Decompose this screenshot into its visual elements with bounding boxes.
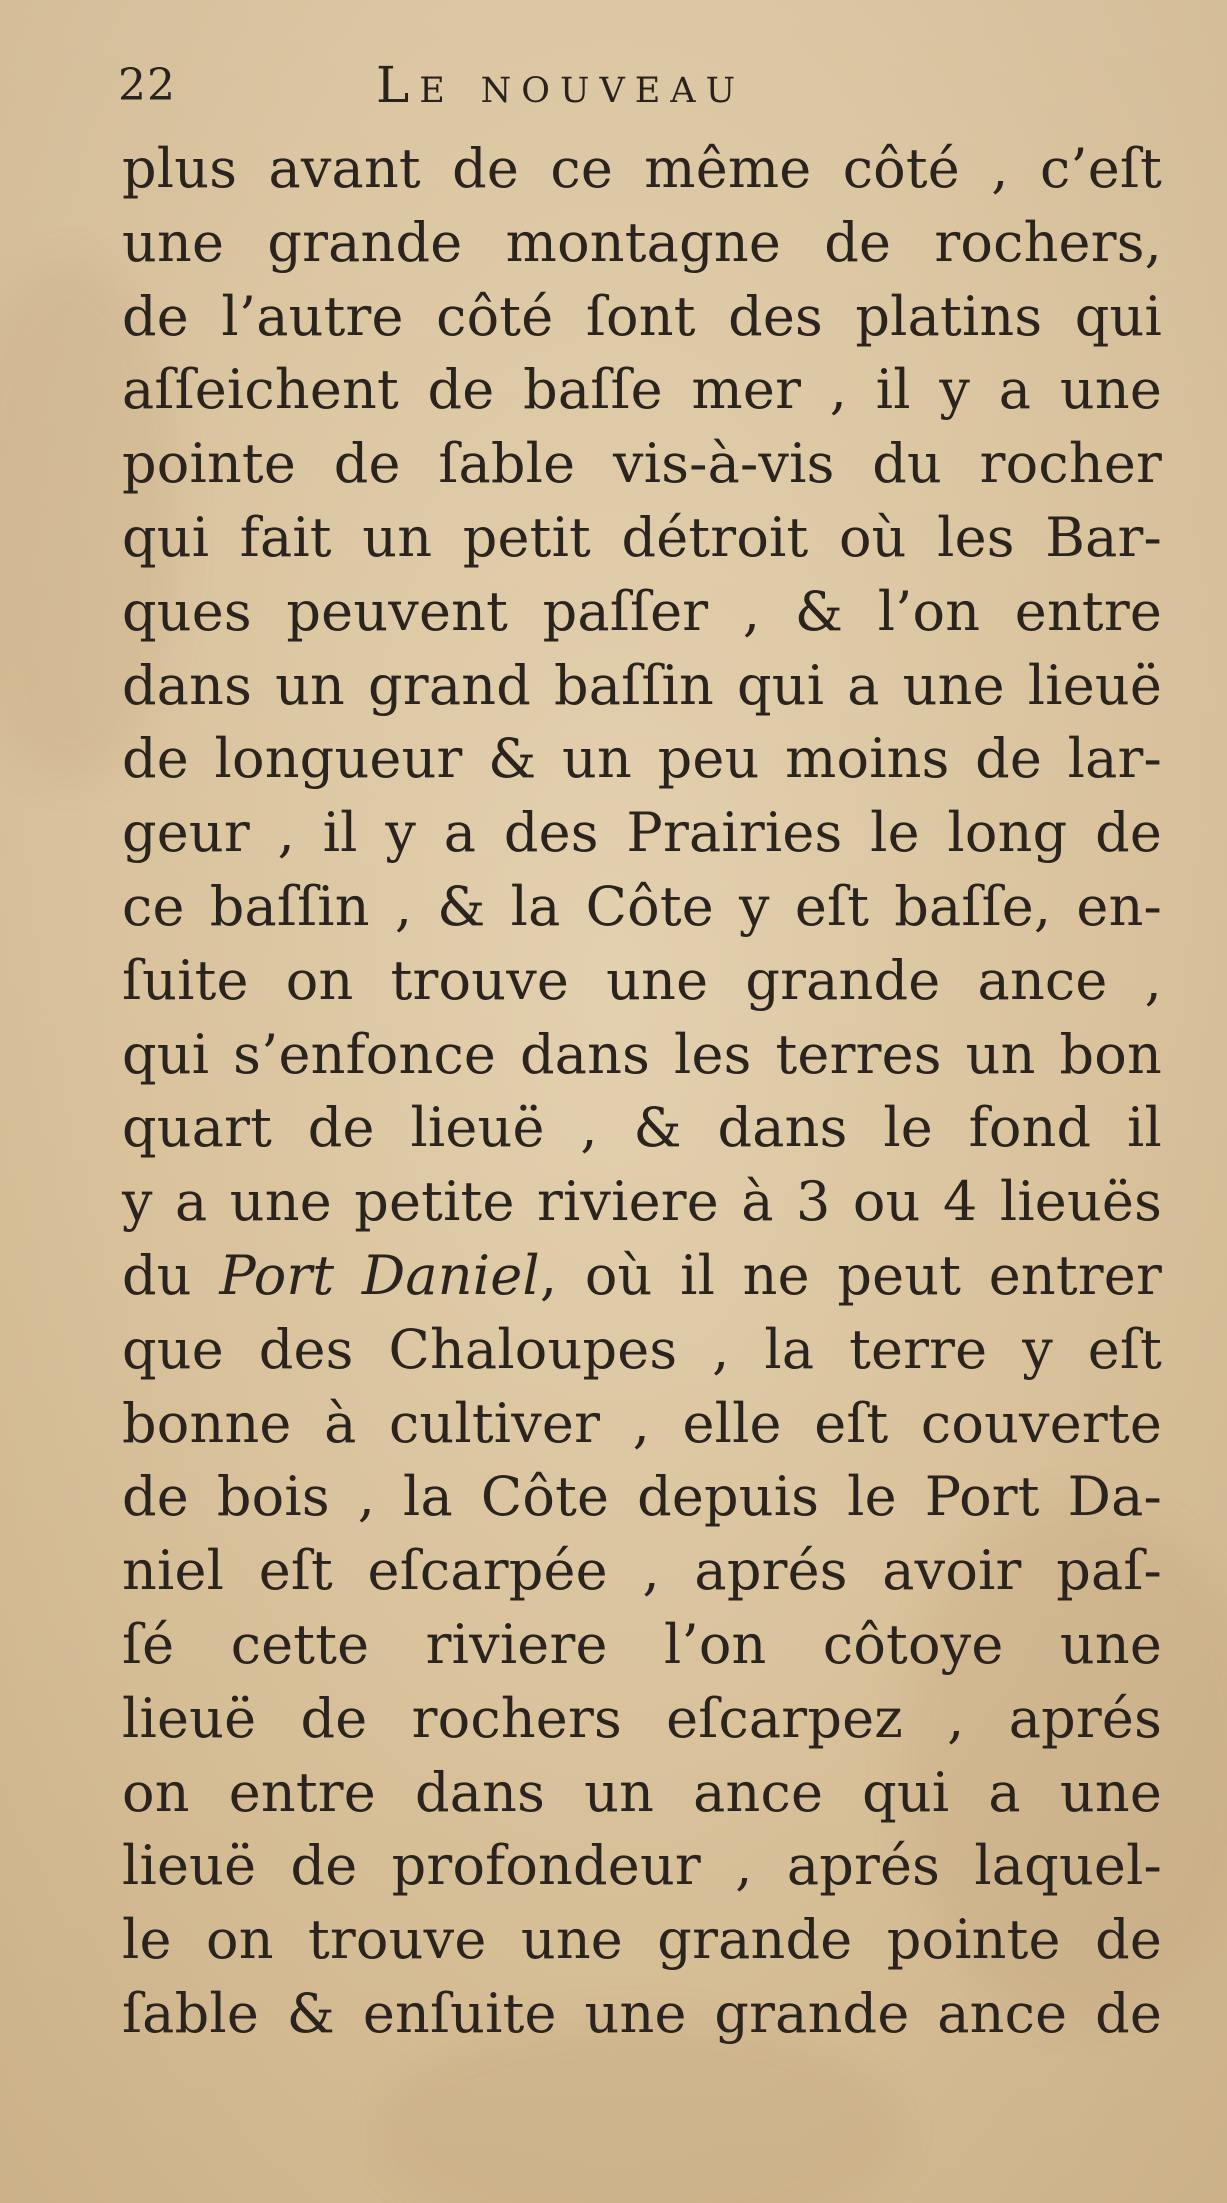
text-line: aſſeichent de baſſe mer , il y a une: [122, 358, 1162, 422]
text-line: geur , il y a des Prairies le long de: [122, 801, 1162, 865]
text-line: que des Chaloupes , la terre y eſt: [122, 1317, 1162, 1381]
text-line: une grande montagne de rochers,: [122, 210, 1162, 274]
text-line: qui s’enfonce dans les terres un bon: [122, 1022, 1162, 1086]
running-title: Le nouveau: [376, 56, 746, 114]
text-line: ce baſſin , & la Côte y eſt baſſe, en-: [122, 874, 1162, 938]
italic-place-name: Port Daniel: [219, 1243, 540, 1307]
text-line-with-italic: [122, 1239, 1162, 1313]
text-line: on entre dans un ance qui a une: [122, 1760, 1162, 1824]
text-line: de bois , la Côte depuis le Port Da-: [122, 1465, 1162, 1529]
text-line: pointe de ſable vis-à-vis du rocher: [122, 432, 1162, 496]
text-line: ſé cette riviere l’on côtoye une: [122, 1612, 1162, 1676]
text-line: y a une petite riviere à 3 ou 4 lieuës: [122, 1170, 1162, 1234]
text-line: bonne à cultiver , elle eſt couverte: [122, 1391, 1162, 1455]
text-line: lieuë de profondeur , aprés laquel-: [122, 1834, 1162, 1898]
running-head: [118, 56, 1118, 126]
page-number: 22: [118, 60, 176, 111]
text-line: dans un grand baſſin qui a une lieuë: [122, 653, 1162, 717]
text-line: ſuite on trouve une grande ance ,: [122, 948, 1162, 1012]
text-line: le on trouve une grande pointe de: [122, 1908, 1162, 1972]
text-line: plus avant de ce même côté , c’eſt: [122, 137, 1162, 200]
text-line: lieuë de rochers eſcarpez , aprés: [122, 1686, 1162, 1750]
text-line: ſable & enſuite une grande ance de: [122, 1981, 1162, 2045]
text-line: de l’autre côté ſont des platins qui: [122, 284, 1162, 348]
text-line: de longueur & un peu moins de lar-: [122, 727, 1162, 791]
text-line: qui fait un petit détroit où les Bar-: [122, 505, 1162, 569]
text-line: ques peuvent paſſer , & l’on entre: [122, 579, 1162, 643]
text-segment: , où il ne peut entrer: [539, 1243, 1162, 1307]
text-line: niel eſt eſcarpée , aprés avoir paſ-: [122, 1539, 1162, 1603]
text-segment: du: [122, 1243, 220, 1307]
text-line: quart de lieuë , & dans le fond il: [122, 1096, 1162, 1160]
body-text: [122, 132, 1162, 2051]
